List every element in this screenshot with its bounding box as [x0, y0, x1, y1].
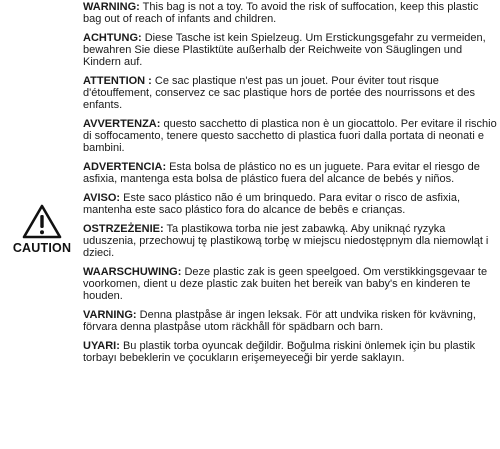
warning-heading: ADVERTENCIA: — [83, 161, 167, 173]
warning-tr — [83, 340, 497, 364]
warning-list — [83, 1, 497, 371]
warning-fr — [83, 75, 497, 111]
warning-text: Ta plastikowa torba nie jest zabawką. Aby uniknąć ryzyka uduszenia, przechowuj tę plastikową torbę w miejscu niedostępnym dla niemowląt i dzieci. — [83, 223, 489, 259]
warning-pt — [83, 192, 497, 216]
warning-sv — [83, 309, 497, 333]
warning-heading: VARNING: — [83, 309, 137, 321]
warning-text: Deze plastic zak is geen speelgoed. Om verstikkingsgevaar te voorkomen, dient u deze plastic zak buiten het bereik van baby's en kinderen te houden. — [83, 266, 488, 302]
warning-text: Bu plastik torba oyuncak değildir. Boğulma riskini önlemek için bu plastik torbayı bebeklerin ve çocukların erişemeyeceği bir yerde saklayın. — [83, 340, 476, 364]
warning-heading: WAARSCHUWING: — [83, 266, 182, 278]
warning-en — [83, 1, 497, 25]
warning-it — [83, 118, 497, 154]
warning-heading: OSTRZEŻENIE: — [83, 223, 164, 235]
warning-text: This bag is not a toy. To avoid the risk of suffocation, keep this plastic bag out of reach of infants and children. — [83, 1, 479, 25]
warning-text: Este saco plástico não é um brinquedo. Para evitar o risco de asfixia, mantenha este saco plástico fora do alcance de bebês e crianças. — [83, 192, 461, 216]
warning-text: Diese Tasche ist kein Spielzeug. Um Erstickungsgefahr zu vermeiden, bewahren Sie diese Plastiktüte außerhalb der Reichweite von Säuglingen und Kindern auf. — [83, 32, 486, 68]
caution-label: CAUTION — [12, 241, 72, 255]
warning-de — [83, 32, 497, 68]
warning-text: Ce sac plastique n'est pas un jouet. Pour éviter tout risque d'étouffement, conservez ce sac plastique hors de portée des nourrissons et des enfants. — [83, 75, 476, 111]
warning-text: Denna plastpåse är ingen leksak. För att undvika risken för kvävning, förvara denna plastpåse utom räckhåll för spädbarn och barn. — [83, 309, 476, 333]
warning-heading: WARNING: — [83, 1, 140, 13]
warning-heading: AVISO: — [83, 192, 121, 204]
warning-text: Esta bolsa de plástico no es un juguete. Para evitar el riesgo de asfixia, mantenga esta bolsa de plástico fuera del alcance de bebés y niños. — [83, 161, 480, 185]
warning-text: questo sacchetto di plastica non è un giocattolo. Per evitare il rischio di soffocamento, tenere questo sacchetto di plastica fuori dalla portata di neonati e bambini. — [83, 118, 497, 154]
warning-heading: ATTENTION : — [83, 75, 152, 87]
caution-block — [10, 204, 74, 255]
warning-heading: ACHTUNG: — [83, 32, 142, 44]
warning-heading: UYARI: — [83, 340, 120, 352]
warning-triangle-icon — [22, 204, 62, 240]
warning-nl — [83, 266, 497, 302]
warning-es — [83, 161, 497, 185]
warning-pl — [83, 223, 497, 259]
warning-heading: AVVERTENZA: — [83, 118, 161, 130]
